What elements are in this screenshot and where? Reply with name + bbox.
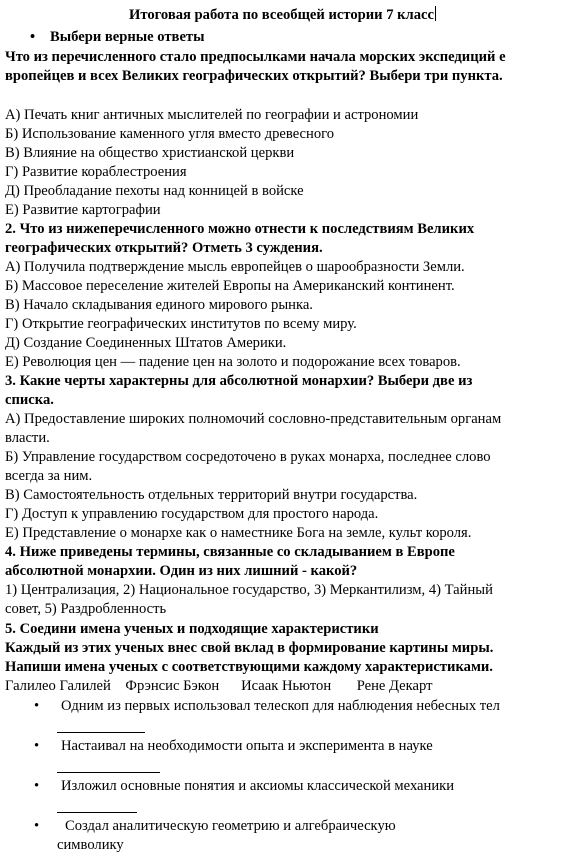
answer-blank[interactable] <box>57 811 137 813</box>
q5-question-line: 5. Соедини имена ученых и подходящие характеристики <box>5 621 379 637</box>
characteristic-text: Изложил основные понятия и аксиомы классической механики <box>61 778 455 794</box>
bullet: • <box>34 818 40 834</box>
bullet: • <box>34 738 40 754</box>
q3-option: Б) Управление государством сосредоточено в руках монарха, последнее слово <box>5 449 491 465</box>
q1-option: В) Влияние на общество христианской церкви <box>5 145 295 161</box>
q4-question-line: 4. Ниже приведены термины, связанные со складыванием в Европе <box>5 544 455 560</box>
q2-question-line: географических открытий? Отметь 3 суждения. <box>5 240 323 256</box>
characteristic-text: Создал аналитическую геометрию и алгебраическую <box>65 818 396 834</box>
q3-question-line: 3. Какие черты характерны для абсолютной монархии? Выбери две из <box>5 373 473 389</box>
document-title: Итоговая работа по всеобщей истории 7 класс <box>129 7 434 23</box>
q2-option: Б) Массовое переселение жителей Европы на Американский континент. <box>5 278 455 294</box>
q2-question-line: 2. Что из нижеперечисленного можно отнести к последствиям Великих <box>5 221 475 237</box>
q3-option: А) Предоставление широких полномочий сословно-представительным органам <box>5 411 502 427</box>
answer-blank[interactable] <box>57 731 145 733</box>
q2-option: Д) Создание Соединенных Штатов Америки. <box>5 335 287 351</box>
q4-option: 1) Централизация, 2) Национальное государство, 3) Меркантилизм, 4) Тайный <box>5 582 493 598</box>
q4-option: совет, 5) Раздробленность <box>5 601 167 617</box>
q1-option: Г) Развитие кораблестроения <box>5 164 187 180</box>
q4-question-line: абсолютной монархии. Один из них лишний - какой? <box>5 563 358 579</box>
q1-question-line: Что из перечисленного стало предпосылками начала морских экспедиций е <box>5 49 506 65</box>
answer-blank[interactable] <box>57 771 160 773</box>
q3-question-line: списка. <box>5 392 54 408</box>
q3-option: Е) Представление о монархе как о наместнике Бога на земле, культ короля. <box>5 525 472 541</box>
characteristic-text-continued: символику <box>57 837 124 853</box>
q3-option: Г) Доступ к управлению государством для простого народа. <box>5 506 379 522</box>
q2-option: А) Получила подтверждение мысль европейцев о шарообразности Земли. <box>5 259 465 275</box>
text-cursor <box>435 6 436 21</box>
q5-question-line: Напиши имена ученых с соответствующими каждому характеристиками. <box>5 659 493 675</box>
q1-option: Д) Преобладание пехоты над конницей в войске <box>5 183 304 199</box>
q2-option: Г) Открытие географических институтов по всему миру. <box>5 316 357 332</box>
q1-question-line: вропейцев и всех Великих географических открытий? Выбери три пункта. <box>5 68 503 84</box>
q1-option: А) Печать книг античных мыслителей по географии и астрономии <box>5 107 419 123</box>
q2-option: В) Начало складывания единого мирового рынка. <box>5 297 313 313</box>
bullet: • <box>34 778 40 794</box>
q3-option: всегда за ним. <box>5 468 93 484</box>
q3-option: В) Самостоятельность отдельных территорий внутри государства. <box>5 487 418 503</box>
characteristic-text: Одним из первых использовал телескоп для наблюдения небесных тел <box>61 698 500 714</box>
q1-option: Е) Развитие картографии <box>5 202 161 218</box>
scientist-names: Галилео Галилей Фрэнсис Бэкон Исаак Ньютон Рене Декарт <box>5 678 433 694</box>
q5-question-line: Каждый из этих ученых внес свой вклад в формирование картины миры. <box>5 640 494 656</box>
bullet: • <box>34 698 40 714</box>
instruction: • Выбери верные ответы <box>30 29 205 45</box>
q3-option: власти. <box>5 430 50 446</box>
q2-option: Е) Революция цен — падение цен на золото и подорожание всех товаров. <box>5 354 461 370</box>
characteristic-text: Настаивал на необходимости опыта и эксперимента в науке <box>61 738 433 754</box>
q1-option: Б) Использование каменного угля вместо древесного <box>5 126 335 142</box>
